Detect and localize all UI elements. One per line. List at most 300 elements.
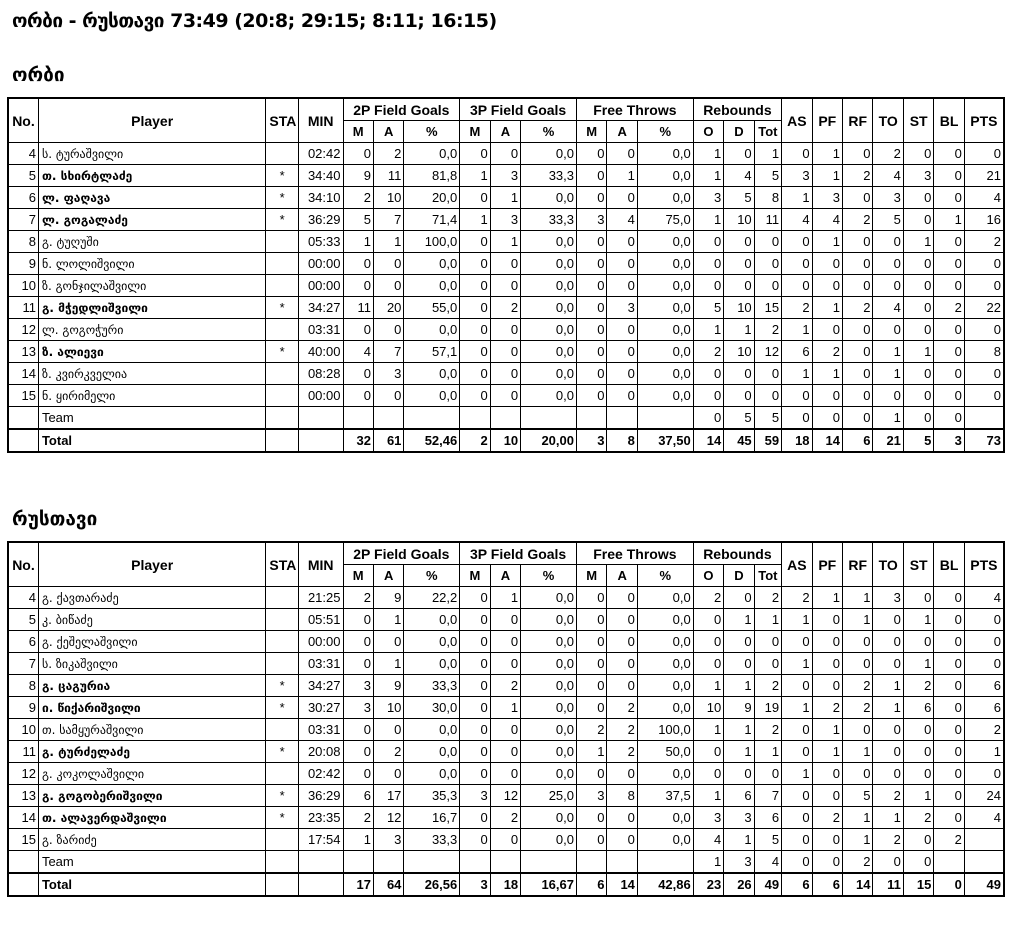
- fg2-made: 0: [343, 719, 373, 741]
- fg3-attempted: 0: [490, 385, 520, 407]
- ft-attempted: 0: [607, 253, 637, 275]
- total-fouls-received: 6: [843, 429, 873, 452]
- player-name: ს. ტურაშვილი: [38, 143, 265, 165]
- ft-pct: 0,0: [637, 187, 693, 209]
- steals: 1: [903, 341, 933, 363]
- minutes: 36:29: [298, 209, 343, 231]
- starter-mark: *: [266, 785, 298, 807]
- player-name: გ. ზარიძე: [38, 829, 265, 851]
- minutes: 34:27: [298, 297, 343, 319]
- fg2-attempted: 20: [373, 297, 403, 319]
- player-row: [8, 253, 1004, 275]
- fouls-received: 2: [843, 675, 873, 697]
- player-name: ი. წიქარიშვილი: [38, 697, 265, 719]
- assists: 3: [782, 165, 812, 187]
- fg2-attempted: 1: [373, 609, 403, 631]
- fg3-made: 0: [460, 385, 490, 407]
- fg2-pct: 30,0: [404, 697, 460, 719]
- total-points: 73: [964, 429, 1004, 452]
- minutes: 30:27: [298, 697, 343, 719]
- team-minutes: [298, 851, 343, 874]
- reb-off: 10: [693, 697, 723, 719]
- fg3-attempted: 0: [490, 741, 520, 763]
- assists: 0: [782, 675, 812, 697]
- team-ft-pct: [637, 851, 693, 874]
- personal-fouls: 0: [812, 319, 842, 341]
- fg2-pct: 33,3: [404, 829, 460, 851]
- ft-attempted: 0: [607, 231, 637, 253]
- team-fg3-pct: [521, 407, 577, 430]
- fg3-made: 0: [460, 609, 490, 631]
- team-ft-pct: [637, 407, 693, 430]
- total-fg2-pct: 26,56: [404, 873, 460, 896]
- turnovers: 2: [873, 785, 903, 807]
- total-reb-off: 14: [693, 429, 723, 452]
- ft-pct: 0,0: [637, 807, 693, 829]
- total-blocks: 3: [934, 429, 964, 452]
- player-name: ზ. გონჯილაშვილი: [38, 275, 265, 297]
- header-min: MIN: [298, 542, 343, 587]
- reb-total: 1: [754, 143, 781, 165]
- fg2-attempted: 9: [373, 587, 403, 609]
- fg3-made: 0: [460, 807, 490, 829]
- starter-mark: [266, 275, 298, 297]
- player-row: [8, 209, 1004, 231]
- minutes: 03:31: [298, 653, 343, 675]
- total-personal-fouls: 6: [812, 873, 842, 896]
- fg2-attempted: 9: [373, 675, 403, 697]
- points: 24: [964, 785, 1004, 807]
- blocks: 0: [934, 187, 964, 209]
- player-name: ლ. ფაღავა: [38, 187, 265, 209]
- player-name: გ. მჭედლიშვილი: [38, 297, 265, 319]
- fg2-attempted: 7: [373, 209, 403, 231]
- player-name: კ. ბიწაძე: [38, 609, 265, 631]
- assists: 0: [782, 231, 812, 253]
- turnovers: 3: [873, 187, 903, 209]
- fg3-made: 0: [460, 341, 490, 363]
- starter-mark: *: [266, 297, 298, 319]
- ft-pct: 0,0: [637, 829, 693, 851]
- fouls-received: 1: [843, 741, 873, 763]
- fg3-made: 0: [460, 653, 490, 675]
- points: 0: [964, 763, 1004, 785]
- player-row: [8, 319, 1004, 341]
- blocks: 2: [934, 829, 964, 851]
- starter-mark: [266, 763, 298, 785]
- fg3-made: 3: [460, 785, 490, 807]
- reb-def: 10: [724, 341, 754, 363]
- assists: 0: [782, 785, 812, 807]
- fg3-made: 0: [460, 675, 490, 697]
- player-row: [8, 675, 1004, 697]
- fg2-made: 0: [343, 275, 373, 297]
- team-reb-off: 1: [693, 851, 723, 874]
- total-steals: 15: [903, 873, 933, 896]
- team-ft-made: [577, 407, 607, 430]
- team-reb-total: 4: [754, 851, 781, 874]
- number: 4: [8, 143, 38, 165]
- starter-mark: [266, 253, 298, 275]
- steals: 0: [903, 253, 933, 275]
- ft-pct: 0,0: [637, 631, 693, 653]
- ft-made: 0: [577, 807, 607, 829]
- team-fg3-attempted: [490, 407, 520, 430]
- total-row: [8, 429, 1004, 452]
- blocks: 0: [934, 587, 964, 609]
- team-fouls-received: 0: [843, 407, 873, 430]
- points: 0: [964, 319, 1004, 341]
- fg3-made: 0: [460, 587, 490, 609]
- total-player-name: Total: [38, 873, 265, 896]
- points: 0: [964, 653, 1004, 675]
- team-row: [8, 851, 1004, 874]
- ft-pct: 0,0: [637, 231, 693, 253]
- team-fg3-made: [460, 851, 490, 874]
- steals: 0: [903, 187, 933, 209]
- points: 0: [964, 609, 1004, 631]
- blocks: 0: [934, 319, 964, 341]
- fg2-pct: 0,0: [404, 363, 460, 385]
- fouls-received: 0: [843, 341, 873, 363]
- reb-def: 0: [724, 363, 754, 385]
- ft-pct: 0,0: [637, 275, 693, 297]
- fg2-attempted: 1: [373, 231, 403, 253]
- subheader-a: A: [607, 565, 637, 587]
- team-reb-def: 5: [724, 407, 754, 430]
- steals: 0: [903, 275, 933, 297]
- number: 15: [8, 385, 38, 407]
- fg3-pct: 0,0: [521, 231, 577, 253]
- header-to: TO: [873, 98, 903, 143]
- assists: 0: [782, 275, 812, 297]
- assists: 4: [782, 209, 812, 231]
- total-fg2-pct: 52,46: [404, 429, 460, 452]
- ft-pct: 37,5: [637, 785, 693, 807]
- player-name: ნ. ლოლიშვილი: [38, 253, 265, 275]
- minutes: 00:00: [298, 631, 343, 653]
- fouls-received: 0: [843, 653, 873, 675]
- assists: 0: [782, 385, 812, 407]
- player-name: გ. კოკოლაშვილი: [38, 763, 265, 785]
- ft-made: 1: [577, 741, 607, 763]
- points: 21: [964, 165, 1004, 187]
- ft-attempted: 0: [607, 341, 637, 363]
- fg3-attempted: 0: [490, 363, 520, 385]
- number: 7: [8, 653, 38, 675]
- ft-made: 0: [577, 653, 607, 675]
- starter-mark: [266, 653, 298, 675]
- reb-def: 0: [724, 631, 754, 653]
- fg2-attempted: 0: [373, 253, 403, 275]
- fouls-received: 0: [843, 763, 873, 785]
- ft-made: 0: [577, 675, 607, 697]
- box-score-table-orbi: [7, 97, 1005, 453]
- reb-def: 0: [724, 231, 754, 253]
- fg2-made: 2: [343, 807, 373, 829]
- personal-fouls: 0: [812, 275, 842, 297]
- personal-fouls: 1: [812, 363, 842, 385]
- reb-total: 2: [754, 587, 781, 609]
- fg3-attempted: 0: [490, 253, 520, 275]
- fouls-received: 1: [843, 807, 873, 829]
- fg3-pct: 0,0: [521, 763, 577, 785]
- team-fg2-attempted: [373, 407, 403, 430]
- minutes: 05:51: [298, 609, 343, 631]
- fg3-attempted: 1: [490, 187, 520, 209]
- turnovers: 0: [873, 385, 903, 407]
- assists: 0: [782, 807, 812, 829]
- fouls-received: 0: [843, 143, 873, 165]
- player-row: [8, 297, 1004, 319]
- total-ft-pct: 42,86: [637, 873, 693, 896]
- number: 15: [8, 829, 38, 851]
- subheader-a: A: [490, 565, 520, 587]
- points: 6: [964, 697, 1004, 719]
- steals: 0: [903, 385, 933, 407]
- team-steals: 0: [903, 851, 933, 874]
- fg3-made: 0: [460, 829, 490, 851]
- ft-attempted: 0: [607, 385, 637, 407]
- total-fg3-attempted: 18: [490, 873, 520, 896]
- fg2-made: 0: [343, 363, 373, 385]
- steals: 0: [903, 763, 933, 785]
- header-st: ST: [903, 98, 933, 143]
- subheader-o: O: [693, 121, 723, 143]
- ft-pct: 100,0: [637, 719, 693, 741]
- reb-total: 1: [754, 609, 781, 631]
- reb-def: 3: [724, 807, 754, 829]
- number: 9: [8, 697, 38, 719]
- box-score-table-rustavi: [7, 541, 1005, 897]
- steals: 0: [903, 209, 933, 231]
- fg2-pct: 0,0: [404, 631, 460, 653]
- fg3-attempted: 2: [490, 807, 520, 829]
- player-name: ნ. ყირიმელი: [38, 385, 265, 407]
- total-assists: 18: [782, 429, 812, 452]
- points: 1: [964, 741, 1004, 763]
- fg3-pct: 0,0: [521, 341, 577, 363]
- header-as: AS: [782, 98, 812, 143]
- total-reb-def: 26: [724, 873, 754, 896]
- subheader-m: M: [460, 121, 490, 143]
- header-bl: BL: [934, 98, 964, 143]
- starter-mark: [266, 631, 298, 653]
- points: 2: [964, 231, 1004, 253]
- fg3-pct: 0,0: [521, 143, 577, 165]
- player-row: [8, 609, 1004, 631]
- minutes: 00:00: [298, 275, 343, 297]
- team-ft-attempted: [607, 851, 637, 874]
- number: 11: [8, 741, 38, 763]
- header-pts: PTS: [964, 542, 1004, 587]
- fg3-attempted: 0: [490, 829, 520, 851]
- fg2-pct: 20,0: [404, 187, 460, 209]
- turnovers: 0: [873, 763, 903, 785]
- fg3-made: 0: [460, 143, 490, 165]
- total-fg2-attempted: 61: [373, 429, 403, 452]
- ft-made: 0: [577, 187, 607, 209]
- fg3-attempted: 12: [490, 785, 520, 807]
- fg3-pct: 0,0: [521, 319, 577, 341]
- player-name: გ. ქავთარაძე: [38, 587, 265, 609]
- steals: 0: [903, 363, 933, 385]
- total-fg2-attempted: 64: [373, 873, 403, 896]
- fg3-made: 0: [460, 275, 490, 297]
- team-fouls-received: 2: [843, 851, 873, 874]
- player-name: ლ. გოგალაძე: [38, 209, 265, 231]
- fg2-attempted: 3: [373, 363, 403, 385]
- reb-total: 11: [754, 209, 781, 231]
- fg3-pct: 0,0: [521, 587, 577, 609]
- turnovers: 0: [873, 631, 903, 653]
- player-row: [8, 697, 1004, 719]
- total-ft-attempted: 8: [607, 429, 637, 452]
- fg2-made: 4: [343, 341, 373, 363]
- fg2-made: 9: [343, 165, 373, 187]
- ft-attempted: 8: [607, 785, 637, 807]
- header-no: No.: [8, 98, 38, 143]
- reb-def: 0: [724, 385, 754, 407]
- number: 10: [8, 719, 38, 741]
- total-reb-total: 49: [754, 873, 781, 896]
- header-fg3: 3P Field Goals: [460, 542, 577, 565]
- assists: 2: [782, 297, 812, 319]
- blocks: 0: [934, 143, 964, 165]
- ft-attempted: 0: [607, 631, 637, 653]
- ft-made: 0: [577, 363, 607, 385]
- ft-made: 2: [577, 719, 607, 741]
- reb-off: 3: [693, 807, 723, 829]
- team-personal-fouls: 0: [812, 407, 842, 430]
- player-name: თ. სამყურაშვილი: [38, 719, 265, 741]
- fouls-received: 0: [843, 631, 873, 653]
- team-ft-made: [577, 851, 607, 874]
- player-row: [8, 231, 1004, 253]
- ft-attempted: 0: [607, 587, 637, 609]
- fg2-attempted: 0: [373, 275, 403, 297]
- fouls-received: 0: [843, 187, 873, 209]
- fg3-pct: 0,0: [521, 385, 577, 407]
- ft-pct: 0,0: [637, 253, 693, 275]
- subheader-a: A: [490, 121, 520, 143]
- personal-fouls: 0: [812, 829, 842, 851]
- subheader-pct: %: [521, 121, 577, 143]
- header-fg2: 2P Field Goals: [343, 98, 460, 121]
- team-assists: 0: [782, 407, 812, 430]
- reb-total: 2: [754, 719, 781, 741]
- ft-pct: 0,0: [637, 363, 693, 385]
- assists: 0: [782, 741, 812, 763]
- fg2-pct: 57,1: [404, 341, 460, 363]
- minutes: 40:00: [298, 341, 343, 363]
- starter-mark: *: [266, 341, 298, 363]
- fg2-made: 0: [343, 143, 373, 165]
- reb-off: 0: [693, 653, 723, 675]
- team-starter-mark: [266, 851, 298, 874]
- turnovers: 2: [873, 143, 903, 165]
- subheader-pct: %: [521, 565, 577, 587]
- fg2-made: 1: [343, 829, 373, 851]
- fg3-attempted: 0: [490, 143, 520, 165]
- starter-mark: *: [266, 209, 298, 231]
- points: [964, 829, 1004, 851]
- blocks: 0: [934, 741, 964, 763]
- reb-def: 1: [724, 609, 754, 631]
- fouls-received: 0: [843, 231, 873, 253]
- fg2-pct: 0,0: [404, 741, 460, 763]
- total-minutes: [298, 873, 343, 896]
- fg2-attempted: 1: [373, 653, 403, 675]
- team-fg2-pct: [404, 851, 460, 874]
- header-sta: STA: [266, 542, 298, 587]
- player-name: გ. ცაგურია: [38, 675, 265, 697]
- steals: 0: [903, 297, 933, 319]
- points: 0: [964, 143, 1004, 165]
- header-ft: Free Throws: [577, 542, 694, 565]
- number: 13: [8, 785, 38, 807]
- total-ft-made: 3: [577, 429, 607, 452]
- personal-fouls: 3: [812, 187, 842, 209]
- fg3-pct: 0,0: [521, 609, 577, 631]
- reb-off: 1: [693, 319, 723, 341]
- turnovers: 4: [873, 297, 903, 319]
- page-title: ორბი - რუსთავი 73:49 (20:8; 29:15; 8:11; 16:15): [12, 10, 497, 32]
- steals: 1: [903, 231, 933, 253]
- reb-total: 0: [754, 653, 781, 675]
- fg3-attempted: 0: [490, 631, 520, 653]
- reb-def: 0: [724, 587, 754, 609]
- points: 0: [964, 385, 1004, 407]
- reb-off: 1: [693, 209, 723, 231]
- number: 13: [8, 341, 38, 363]
- subheader-d: D: [724, 121, 754, 143]
- starter-mark: *: [266, 807, 298, 829]
- header-row: [8, 98, 1004, 121]
- reb-total: 19: [754, 697, 781, 719]
- reb-total: 0: [754, 275, 781, 297]
- turnovers: 1: [873, 697, 903, 719]
- fg2-made: 3: [343, 697, 373, 719]
- subheader-pct: %: [637, 121, 693, 143]
- fg3-pct: 0,0: [521, 807, 577, 829]
- team-fg3-made: [460, 407, 490, 430]
- fg2-attempted: 11: [373, 165, 403, 187]
- total-points: 49: [964, 873, 1004, 896]
- fg2-made: 2: [343, 187, 373, 209]
- starter-mark: [266, 143, 298, 165]
- personal-fouls: 2: [812, 697, 842, 719]
- blocks: 0: [934, 385, 964, 407]
- total-fg2-made: 17: [343, 873, 373, 896]
- ft-attempted: 4: [607, 209, 637, 231]
- reb-off: 0: [693, 385, 723, 407]
- points: 6: [964, 675, 1004, 697]
- ft-pct: 0,0: [637, 319, 693, 341]
- ft-attempted: 0: [607, 319, 637, 341]
- fg2-attempted: 0: [373, 763, 403, 785]
- reb-def: 0: [724, 275, 754, 297]
- fouls-received: 0: [843, 275, 873, 297]
- turnovers: 1: [873, 341, 903, 363]
- header-to: TO: [873, 542, 903, 587]
- steals: 2: [903, 675, 933, 697]
- fg3-attempted: 2: [490, 675, 520, 697]
- header-rebounds: Rebounds: [693, 98, 781, 121]
- ft-attempted: 0: [607, 609, 637, 631]
- ft-attempted: 2: [607, 741, 637, 763]
- team-number: [8, 851, 38, 874]
